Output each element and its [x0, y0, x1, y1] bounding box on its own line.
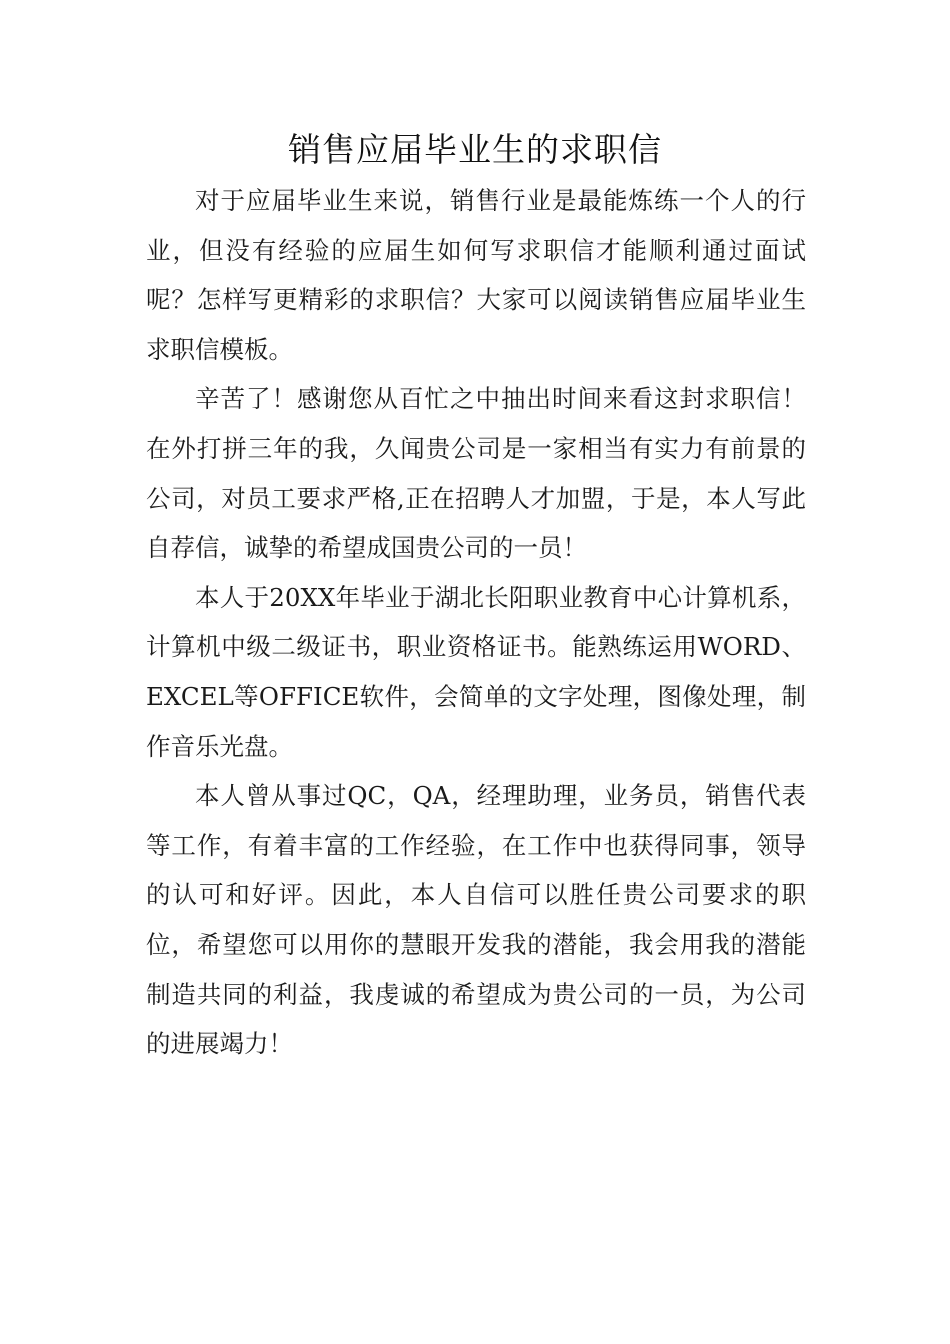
- document-title: 销售应届毕业生的求职信: [288, 130, 662, 169]
- paragraph-greeting: 辛苦了！感谢您从百忙之中抽出时间来看这封求职信！在外打拼三年的我，久闻贵公司是一家相当有实力有前景的公司，对员工要求严格,正在招聘人才加盟，于是，本人写此自荐信，诚挚的希望成国贵公司的一员！: [146, 384, 806, 563]
- paragraph-experience: 本人曾从事过QC，QA，经理助理，业务员，销售代表等工作，有着丰富的工作经验，在工作中也获得同事，领导的认可和好评。因此，本人自信可以胜任贵公司要求的职位，希望您可以用你的慧眼开发我的潜能，我会用我的潜能制造共同的利益，我虔诚的希望成为贵公司的一员，为公司的进展竭力！: [146, 781, 806, 1059]
- paragraph-education: 本人于20XX年毕业于湖北长阳职业教育中心计算机系，计算机中级二级证书，职业资格证书。能熟练运用WORD、EXCEL等OFFICE软件，会简单的文字处理，图像处理，制作音乐光盘。: [146, 582, 806, 761]
- paragraph-intro: 对于应届毕业生来说，销售行业是最能炼练一个人的行业，但没有经验的应届生如何写求职信才能顺利通过面试呢？怎样写更精彩的求职信？大家可以阅读销售应届毕业生求职信模板。: [146, 186, 806, 364]
- document-body: [146, 176, 806, 1069]
